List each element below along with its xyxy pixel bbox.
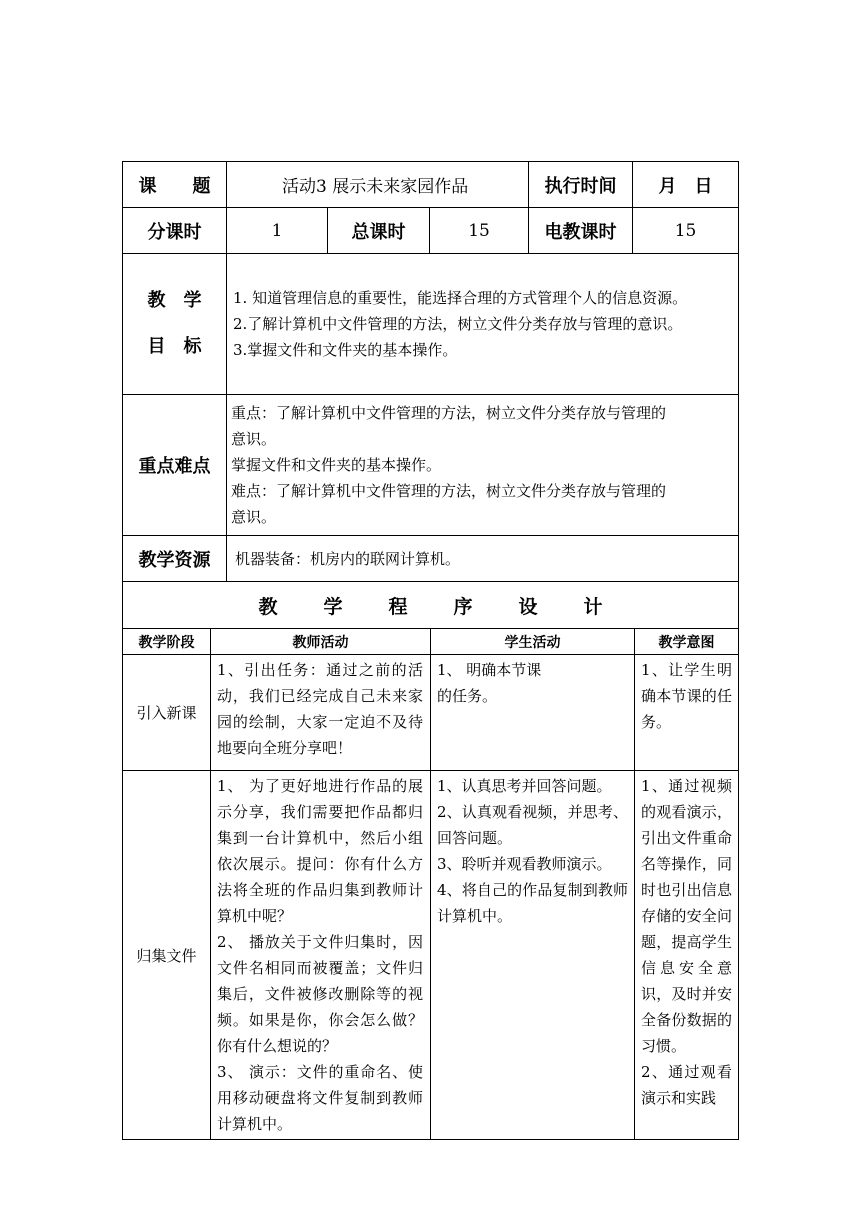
key-point-line: 意识。 xyxy=(231,430,277,448)
sub-period-label: 分课时 xyxy=(123,208,227,254)
teacher-line: 1、 为了更好地进行作品的展示分享，我们需要把作品都归集到一台计算机中，然后小组依次展示。提问：你有什么方法将全班的作品归集到教师计算机中呢？ xyxy=(217,777,423,925)
intent-line: 2、通过观看演示和实践 xyxy=(641,1063,733,1107)
total-period-label: 总课时 xyxy=(328,208,430,254)
key-point-line: 掌握文件和文件夹的基本操作。 xyxy=(231,456,442,474)
design-title-text: 教学程序设计 xyxy=(258,595,649,618)
resources-value: 机器装备：机房内的联网计算机。 xyxy=(227,536,739,582)
key-point-line: 难点：了解计算机中文件管理的方法，树立文件分类存放与管理的 xyxy=(231,482,667,500)
objectives-label xyxy=(123,254,227,395)
col-header-stage: 教学阶段 xyxy=(123,629,211,655)
lesson-plan-sheet xyxy=(122,161,738,1140)
key-points-content xyxy=(227,395,739,536)
student-line: 2、认真观看视频，并思考、回答问题。 xyxy=(437,803,628,847)
exec-time-value: 月 日 xyxy=(633,162,739,208)
student-activity-intro xyxy=(431,655,635,771)
total-period-value: 15 xyxy=(430,208,529,254)
stage-intro: 引入新课 xyxy=(123,655,211,771)
sub-period-value: 1 xyxy=(227,208,328,254)
objectives-label-line1: 教 学 xyxy=(147,290,202,311)
lesson-header-table xyxy=(122,161,739,582)
key-point-line: 重点：了解计算机中文件管理的方法，树立文件分类存放与管理的 xyxy=(231,404,667,422)
exec-time-label: 执行时间 xyxy=(529,162,633,208)
col-header-intent: 教学意图 xyxy=(635,629,739,655)
student-line: 1、 明确本节课 xyxy=(437,661,542,679)
student-line: 1、认真思考并回答问题。 xyxy=(437,777,612,795)
key-points-label: 重点难点 xyxy=(123,395,227,536)
intent-intro: 1、让学生明确本节课的任务。 xyxy=(635,655,739,771)
design-title xyxy=(123,582,739,629)
teacher-activity-collect xyxy=(211,771,431,1140)
topic-label: 课 题 xyxy=(123,162,227,208)
objectives-label-line2: 目 标 xyxy=(147,336,202,357)
av-period-value: 15 xyxy=(633,208,739,254)
student-activity-collect xyxy=(431,771,635,1140)
objective-item: 1. 知道管理信息的重要性，能选择合理的方式管理个人的信息资源。 xyxy=(233,289,688,307)
teacher-line: 3、 演示：文件的重命名、使用移动硬盘将文件复制到教师计算机中。 xyxy=(217,1063,423,1133)
resources-label: 教学资源 xyxy=(123,536,227,582)
key-point-line: 意识。 xyxy=(231,508,277,526)
intent-line: 1、通过视频的观看演示，引出文件重命名等操作，同时也引出信息存储的安全问题，提高学生信息安全意识，及时并安全备份数据的习惯。 xyxy=(641,777,733,1055)
teaching-design-table xyxy=(122,581,739,1140)
stage-collect: 归集文件 xyxy=(123,771,211,1140)
student-line: 4、将自己的作品复制到教师计算机中。 xyxy=(437,881,628,925)
objective-item: 3.掌握文件和文件夹的基本操作。 xyxy=(233,341,458,359)
student-line: 3、聆听并观看教师演示。 xyxy=(437,855,612,873)
topic-value: 活动3 展示未来家园作品 xyxy=(227,162,529,208)
objectives-content xyxy=(227,254,739,395)
av-period-label: 电教课时 xyxy=(529,208,633,254)
teacher-line: 2、 播放关于文件归集时，因文件名相同而被覆盖；文件归集后，文件被修改删除等的视频。如果是你，你会怎么做？你有什么想说的？ xyxy=(217,933,423,1055)
teacher-activity-intro: 1、引出任务：通过之前的活动，我们已经完成自己未来家园的绘制，大家一定迫不及待地要向全班分享吧！ xyxy=(211,655,431,771)
col-header-student: 学生活动 xyxy=(431,629,635,655)
intent-collect xyxy=(635,771,739,1140)
student-line: 的任务。 xyxy=(437,687,498,705)
col-header-teacher: 教师活动 xyxy=(211,629,431,655)
objective-item: 2.了解计算机中文件管理的方法，树立文件分类存放与管理的意识。 xyxy=(233,315,683,333)
